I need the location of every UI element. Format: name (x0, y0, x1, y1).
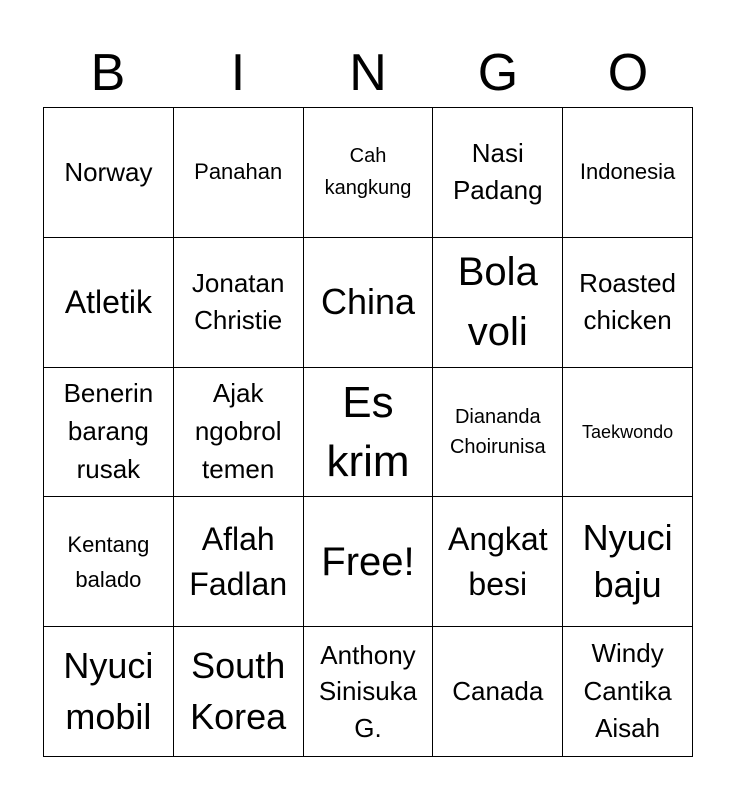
bingo-cell-22[interactable] (174, 627, 304, 757)
cell-label: South Korea (190, 645, 287, 737)
cell-label: Anthony Sinisuka G. (318, 640, 418, 743)
bingo-cell-21[interactable] (44, 627, 174, 757)
bingo-cell-16[interactable] (44, 497, 174, 627)
cell-label: Diananda Choirunisa (449, 405, 546, 458)
cell-label: Jonatan Christie (191, 267, 285, 336)
bingo-cell-18[interactable] (304, 497, 434, 627)
cell-label: Roasted chicken (579, 267, 677, 336)
bingo-cell-7[interactable] (174, 238, 304, 368)
bingo-cell-2[interactable] (174, 108, 304, 238)
bingo-cell-3[interactable] (304, 108, 434, 238)
cell-label: Angkat besi (447, 520, 548, 602)
cell-label: China (320, 281, 416, 323)
header-letter-b: B (90, 44, 126, 102)
bingo-cell-17[interactable] (174, 497, 304, 627)
bingo-cell-23[interactable] (304, 627, 434, 757)
cell-label: Windy Cantika Aisah (583, 638, 672, 744)
cell-label: Atletik (64, 283, 152, 320)
header-letter-i: I (230, 44, 246, 102)
bingo-cell-11[interactable] (44, 368, 174, 498)
cell-label: Ajak ngobrol temen (194, 378, 282, 484)
cell-label: Es krim (326, 377, 410, 486)
cell-label: Nasi Padang (452, 137, 543, 206)
bingo-cell-13[interactable] (304, 368, 434, 498)
bingo-cell-5[interactable] (563, 108, 693, 238)
bingo-cell-9[interactable] (433, 238, 563, 368)
cell-label: Cah kangkung (324, 145, 412, 200)
cell-label: Nyuci mobil (63, 645, 154, 737)
cell-label: Kentang balado (67, 531, 150, 592)
bingo-cell-1[interactable] (44, 108, 174, 238)
bingo-cell-24[interactable] (433, 627, 563, 757)
bingo-header (43, 40, 693, 106)
bingo-cell-15[interactable] (563, 368, 693, 498)
bingo-cell-19[interactable] (433, 497, 563, 627)
cell-label: Norway (64, 156, 153, 187)
cell-label: Panahan (194, 159, 283, 185)
bingo-cell-10[interactable] (563, 238, 693, 368)
cell-label: Taekwondo (582, 421, 674, 442)
bingo-grid (43, 107, 693, 757)
bingo-cell-8[interactable] (304, 238, 434, 368)
bingo-cell-12[interactable] (174, 368, 304, 498)
header-letter-g: G (477, 44, 519, 102)
cell-label: Indonesia (579, 159, 676, 185)
header-letter-o: O (607, 44, 649, 102)
bingo-cell-6[interactable] (44, 238, 174, 368)
bingo-cell-20[interactable] (563, 497, 693, 627)
bingo-cell-4[interactable] (433, 108, 563, 238)
cell-label: Benerin barang rusak (63, 378, 154, 484)
cell-label: Canada (452, 676, 544, 706)
cell-label: Aflah Fadlan (189, 520, 288, 602)
cell-label: Nyuci baju (582, 516, 673, 605)
header-letter-n: N (349, 44, 387, 102)
bingo-cell-25[interactable] (563, 627, 693, 757)
cell-label: Bola voli (457, 250, 538, 355)
cell-label: Free! (321, 539, 415, 584)
bingo-cell-14[interactable] (433, 368, 563, 498)
